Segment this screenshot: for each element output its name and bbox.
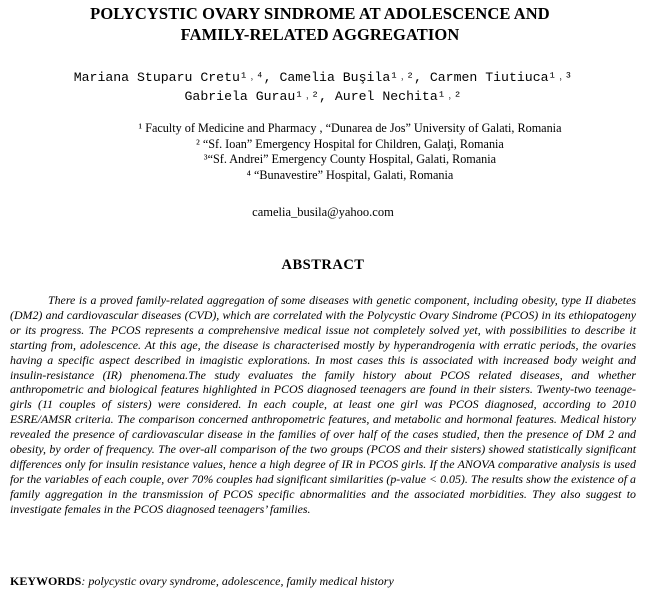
author-list	[0, 68, 646, 106]
paper-title	[20, 3, 620, 45]
keywords-text: : polycystic ovary syndrome, adolescence, family medical history	[81, 574, 394, 588]
authors-line-1: Mariana Stuparu Cretu¹˒⁴, Camelia Buşila¹˒², Carmen Tiutiuca¹˒³	[73, 70, 573, 85]
keywords-label: KEYWORDS	[10, 574, 82, 588]
authors-line-2: Gabriela Gurau¹˒², Aurel Nechita¹˒²	[184, 89, 462, 104]
title-line-2: FAMILY-RELATED AGGREGATION	[180, 25, 460, 44]
affiliation-2: ² “Sf. Ioan” Emergency Hospital for Children, Galaţi, Romania	[196, 136, 504, 151]
affiliations	[60, 121, 640, 183]
contact-email: camelia_busila@yahoo.com	[252, 205, 394, 219]
title-line-1: POLYCYSTIC OVARY SINDROME AT ADOLESCENCE AND	[90, 4, 550, 23]
affiliation-1: ¹ Faculty of Medicine and Pharmacy , “Dunarea de Jos” University of Galati, Romania	[138, 121, 562, 135]
abstract-heading: ABSTRACT	[281, 257, 365, 273]
keywords	[10, 574, 636, 589]
affiliation-3: ³“Sf. Andrei” Emergency County Hospital, Galati, Romania	[203, 152, 497, 166]
abstract-body: There is a proved family-related aggregation of some diseases with genetic component, including obesity, type II diabetes (DM2) and cardiovascular diseases (CVD), which are correlated with the Polycystic Ovary Sindrome (PCOS) in its ethiopatogeny or its progress. The PCOS represents a comprehensive medical issue not completely solved yet, with possibilities to describe it starting from, adolescence. At this age, the disease is characterised mostly by hyperandrogenia with erratic periods, the ovaries having a specific aspect described in imagistic explorations. In most cases this is associated with increased body weight and insulin-resistance (IR) phenomena.The study evaluates the family history about PCOS related diseases, and whether anthropometric and biological features highlighted in PCOS diagnosed teenagers are found in their sisters. Twenty-two teenage-girls (11 couples of sisters) were considered. In each couple, at least one girl was PCOS diagnosed, according to 2010 ESRE/AMSR criteria. The comparison concerned anthropometric features, and metabolic and hormonal features. Medical history revealed the presence of cardiovascular disease in the families of over half of the cases studied, then the presence of DM 2 and obesity, by order of frequency. The over-all comparison of the two groups (PCOS and their sisters) showed statistically significant differences only for insulin resistance values, hence a high degree of IR in PCOS girls. If the ANOVA comparative analysis is used for the variables of each couple, over 70% couples had significant similarities (p-value < 0.05). The results show the existence of a family aggregation in the transmission of PCOS specific abnormalities and the associated morbidities. They also suggest to investigate females in the PCOS diagnosed teenagers’ families.	[10, 293, 636, 516]
affiliation-4: ⁴ “Bunavestire” Hospital, Galati, Romania	[246, 167, 454, 182]
